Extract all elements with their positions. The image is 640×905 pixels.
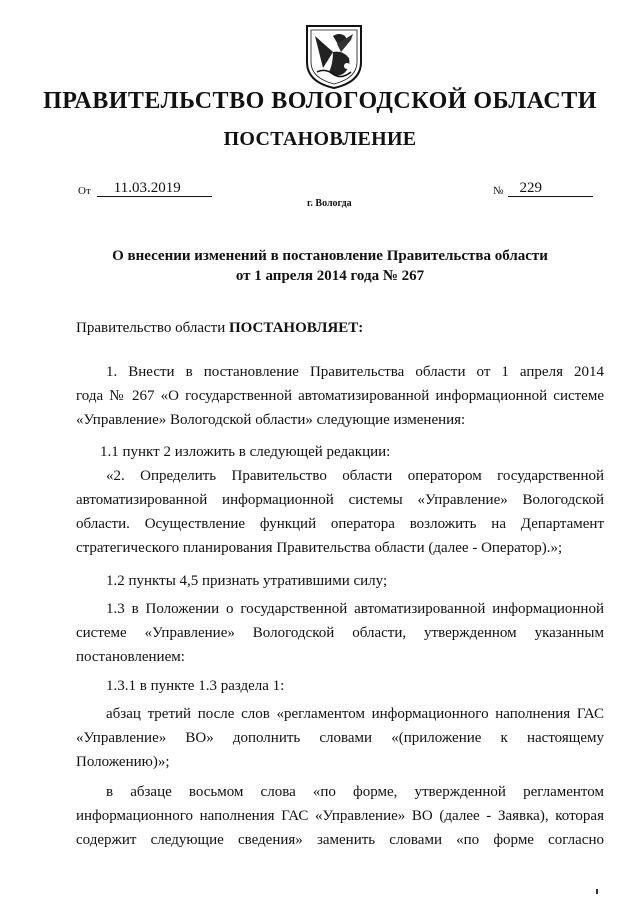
- abzac-3-line-1: абзац третий после слов «регламентом информационного наполнения ГАС: [106, 706, 604, 722]
- paragraph-1-line-3: «Управление» Вологодской области» следующие изменения:: [76, 412, 466, 428]
- paragraph-1-3-1: 1.3.1 в пункте 1.3 раздела 1:: [106, 678, 285, 694]
- abzac-8-line-3: содержит следующие сведения» заменить словами «по форме согласно: [76, 832, 604, 848]
- date-prefix: От: [78, 185, 91, 197]
- paragraph-1-3: [76, 597, 604, 669]
- paragraph-1-line-1: 1. Внести в постановление Правительства области от 1 апреля 2014: [106, 364, 604, 380]
- paragraph-1-1: 1.1 пункт 2 изложить в следующей редакции:: [100, 444, 391, 460]
- paragraph-abzac-3: [76, 702, 604, 774]
- subject-line-1: О внесении изменений в постановление Правительства области: [112, 248, 548, 264]
- number-prefix: №: [493, 185, 504, 197]
- paragraph-1-3-line-1: 1.3 в Положении о государственной автоматизированной информационной: [106, 601, 604, 617]
- paragraph-abzac-8: [76, 780, 604, 852]
- city-label: г. Вологда: [307, 198, 352, 209]
- abzac-8-line-1: в абзаце восьмом слова «по форме, утвержденной регламентом: [106, 784, 604, 800]
- document-subject: [60, 246, 600, 286]
- document-type: ПОСТАНОВЛЕНИЕ: [223, 128, 417, 150]
- paragraph-1-line-2: года № 267 «О государственной автоматизированной информационной системе: [76, 388, 604, 404]
- preamble-decree: ПОСТАНОВЛЯЕТ:: [228, 320, 364, 336]
- government-title: ПРАВИТЕЛЬСТВО ВОЛОГОДСКОЙ ОБЛАСТИ: [43, 88, 597, 114]
- quote-line-4: стратегического планирования Правительства области (далее - Оператор).»;: [76, 540, 563, 556]
- paragraph-1-2: 1.2 пункты 4,5 признать утратившими силу;: [106, 573, 388, 589]
- preamble-lead: Правительство области: [76, 320, 229, 336]
- abzac-8-line-2: информационного наполнения ГАС «Управление» ВО (далее - Заявка), которая: [76, 808, 604, 824]
- preamble: [76, 316, 604, 340]
- abzac-3-line-3: Положению)»;: [76, 754, 170, 770]
- date-field: [78, 180, 212, 197]
- date-value: 11.03.2019: [97, 180, 212, 197]
- abzac-3-line-2: «Управление» ВО» дополнить словами «(приложение к настоящему: [76, 730, 604, 746]
- paragraph-1-3-line-2: системе «Управление» Вологодской области, утвержденном указанным: [76, 625, 604, 641]
- paragraph-quote-2: [76, 464, 604, 560]
- quote-line-3: области. Осуществление функций оператора возложить на Департамент: [76, 516, 604, 532]
- paragraph-1: [76, 360, 604, 432]
- paragraph-1-3-line-3: постановлением:: [76, 649, 185, 665]
- scan-mark: [596, 889, 598, 894]
- quote-line-1: «2. Определить Правительство области оператором государственной: [106, 468, 604, 484]
- number-value: 229: [508, 180, 593, 197]
- number-field: [493, 180, 593, 197]
- subject-line-2: от 1 апреля 2014 года № 267: [235, 268, 425, 284]
- quote-line-2: автоматизированной информационной системы «Управление» Вологодской: [76, 492, 604, 508]
- coat-of-arms-icon: [303, 22, 365, 90]
